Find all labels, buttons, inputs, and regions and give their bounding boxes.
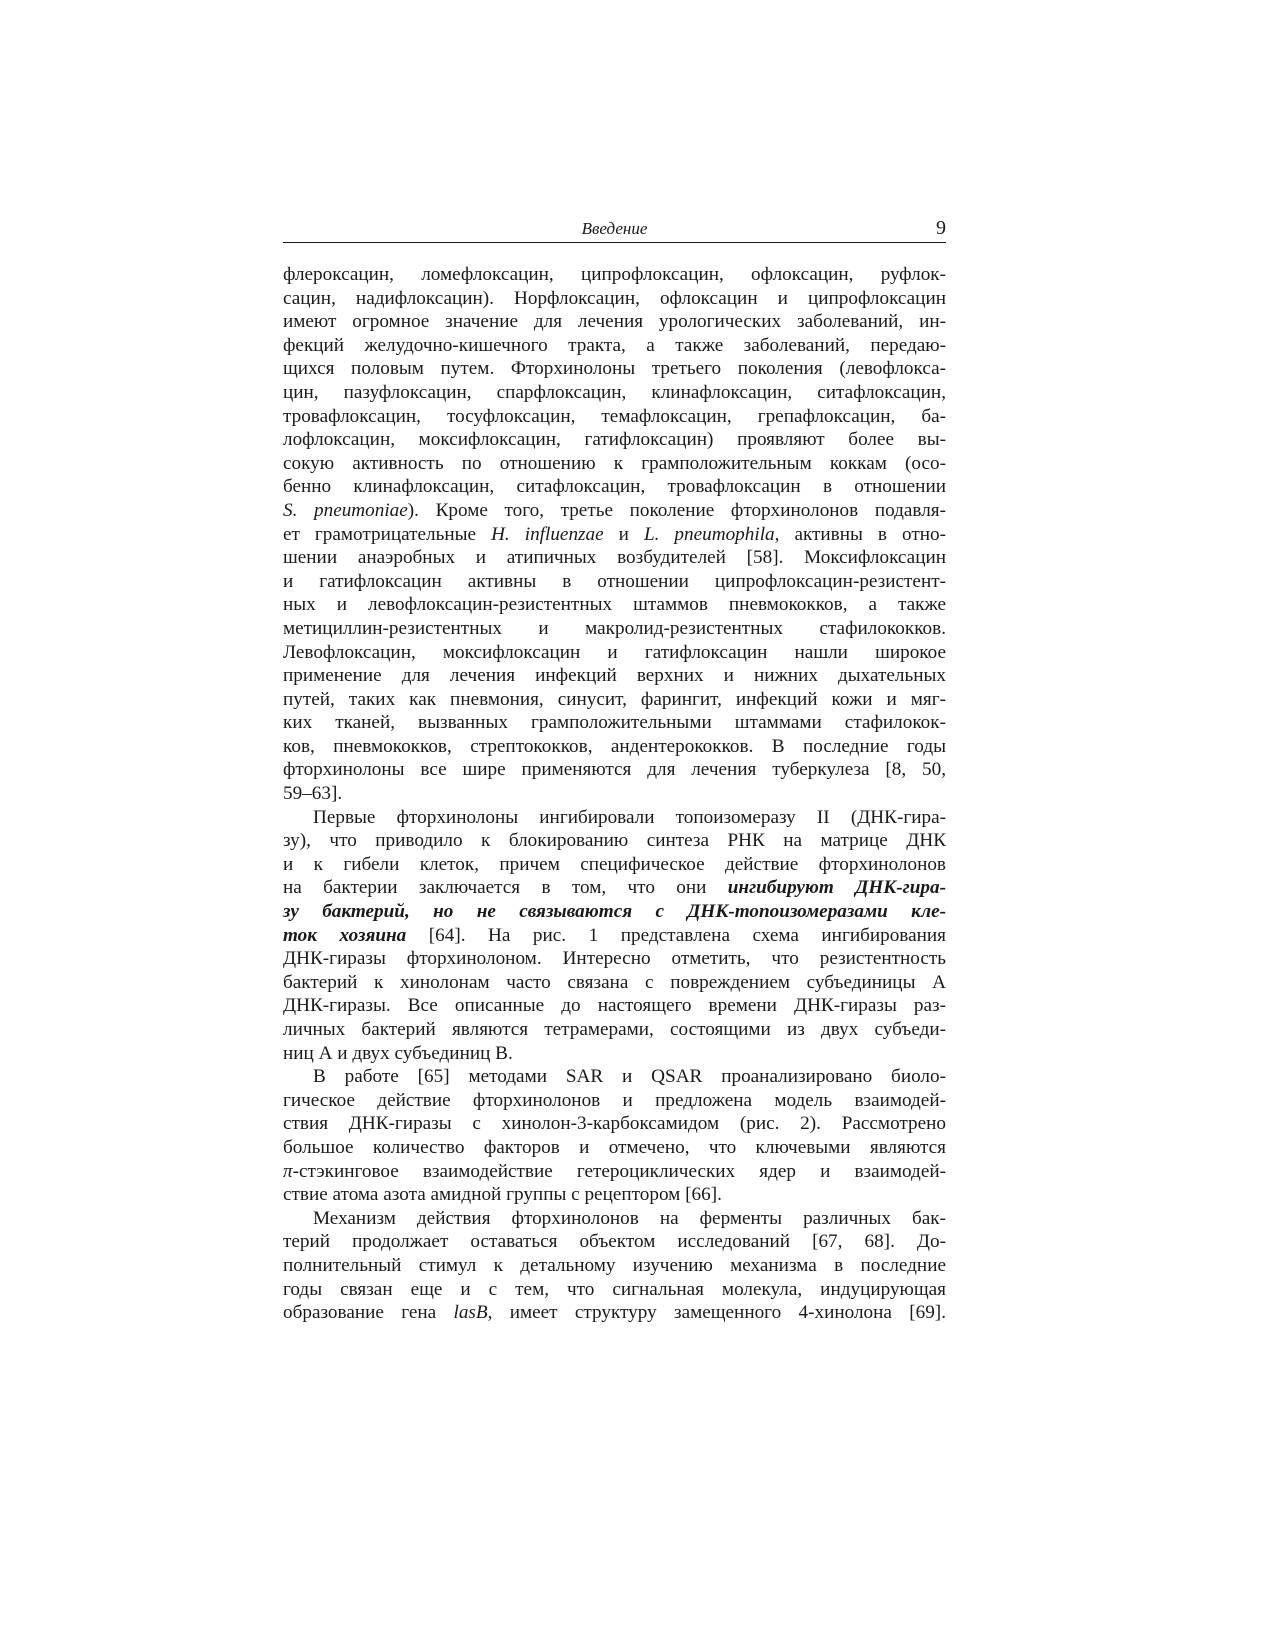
text-line: 59–63]. — [283, 783, 343, 805]
text-line: путей, таких как пневмония, синусит, фарингит, инфекций кожи и мяг- — [283, 688, 946, 710]
text-line: сацин, надифлоксацин). Норфлоксацин, офлоксацин и ципрофлоксацин — [283, 287, 946, 309]
text-line: щихся половым путем. Фторхинолоны третьего поколения (левофлокса- — [283, 358, 946, 380]
text-line: бенно клинафлоксацин, ситафлоксацин, тровафлоксацин в отношении — [283, 476, 946, 498]
text-line: Первые фторхинолоны ингибировали топоизомеразу II (ДНК-гира- — [313, 806, 946, 828]
text-line: ДНК-гиразы фторхинолоном. Интересно отметить, что резистентность — [283, 948, 946, 970]
text-line: π-стэкинговое взаимодействие гетероциклических ядер и взаимодей- — [283, 1160, 946, 1182]
text-line: метициллин-резистентных и макролид-резистентных стафилококков. — [283, 617, 946, 639]
text-line: ток хозяина [64]. На рис. 1 представлена схема ингибирования — [283, 924, 946, 946]
text-line: S. pneumoniae). Кроме того, третье поколение фторхинолонов подавля- — [283, 499, 946, 521]
text-line: ДНК-гиразы. Все описанные до настоящего времени ДНК-гиразы раз- — [283, 995, 946, 1017]
text-line: тровафлоксацин, тосуфлоксацин, темафлоксацин, грепафлоксацин, ба- — [283, 405, 946, 427]
text-line: лофлоксацин, моксифлоксацин, гатифлоксацин) проявляют более вы- — [283, 429, 946, 451]
text-line: применение для лечения инфекций верхних и нижних дыхательных — [283, 665, 946, 687]
text-line: В работе [65] методами SAR и QSAR проанализировано биоло- — [313, 1066, 946, 1088]
text-line: Левофлоксацин, моксифлоксацин и гатифлоксацин нашли широкое — [283, 641, 946, 663]
text-line: сокую активность по отношению к грамположительным коккам (осо- — [283, 452, 946, 474]
text-line: фторхинолоны все шире применяются для лечения туберкулеза [8, 50, — [283, 759, 946, 781]
text-line: ких тканей, вызванных грамположительными штаммами стафилокок- — [283, 712, 946, 734]
text-line: гическое действие фторхинолонов и предложена модель взаимодей- — [283, 1089, 946, 1111]
text-line: фекций желудочно-кишечного тракта, а также заболеваний, передаю- — [283, 334, 946, 356]
text-line: ниц А и двух субъединиц В. — [283, 1042, 513, 1064]
text-line: зу бактерий, но не связываются с ДНК-топоизомеразами кле- — [283, 901, 946, 923]
text-line: ствия ДНК-гиразы с хинолон-3-карбоксамидом (рис. 2). Рассмотрено — [283, 1113, 946, 1135]
page-number: 9 — [936, 217, 946, 239]
text-line: ствие атома азота амидной группы с рецептором [66]. — [283, 1184, 722, 1206]
text-line: полнительный стимул к детальному изучению механизма в последние — [283, 1254, 946, 1276]
text-line: цин, пазуфлоксацин, спарфлоксацин, клинафлоксацин, ситафлоксацин, — [283, 381, 946, 403]
running-head: Введение — [581, 219, 648, 238]
text-line: бактерий к хинолонам часто связана с повреждением субъединицы А — [283, 971, 946, 993]
text-line: шении анаэробных и атипичных возбудителей [58]. Моксифлоксацин — [283, 547, 946, 569]
text-line: ных и левофлоксацин-резистентных штаммов пневмококков, а также — [283, 594, 946, 616]
text-line: на бактерии заключается в том, что они ингибируют ДНК-гира- — [283, 877, 946, 899]
text-line: Механизм действия фторхинолонов на ферменты различных бак- — [313, 1207, 946, 1229]
text-line: ет грамотрицательные H. influenzae и L. pneumophila, активны в отно- — [283, 523, 946, 545]
text-line: личных бактерий являются тетрамерами, состоящими из двух субъеди- — [283, 1019, 946, 1040]
text-line: зу), что приводило к блокированию синтеза РНК на матрице ДНК — [283, 830, 946, 852]
text-line: терий продолжает оставаться объектом исследований [67, 68]. До- — [283, 1231, 946, 1253]
page-header — [283, 212, 946, 243]
text-line: образование гена lasB, имеет структуру замещенного 4-хинолона [69]. — [283, 1302, 946, 1324]
text-line: флероксацин, ломефлоксацин, ципрофлоксацин, офлоксацин, руфлок- — [283, 264, 946, 285]
body-text — [283, 263, 946, 1325]
text-line: большое количество факторов и отмечено, что ключевыми являются — [283, 1136, 946, 1158]
text-line: ков, пневмококков, стрептококков, андентерококков. В последние годы — [283, 735, 946, 757]
text-line: имеют огромное значение для лечения урологических заболеваний, ин- — [283, 311, 946, 333]
text-line: и к гибели клеток, причем специфическое действие фторхинолонов — [283, 853, 946, 875]
text-line: и гатифлоксацин активны в отношении ципрофлоксацин-резистент- — [283, 570, 946, 592]
text-line: годы связан еще и с тем, что сигнальная молекула, индуцирующая — [283, 1278, 946, 1300]
